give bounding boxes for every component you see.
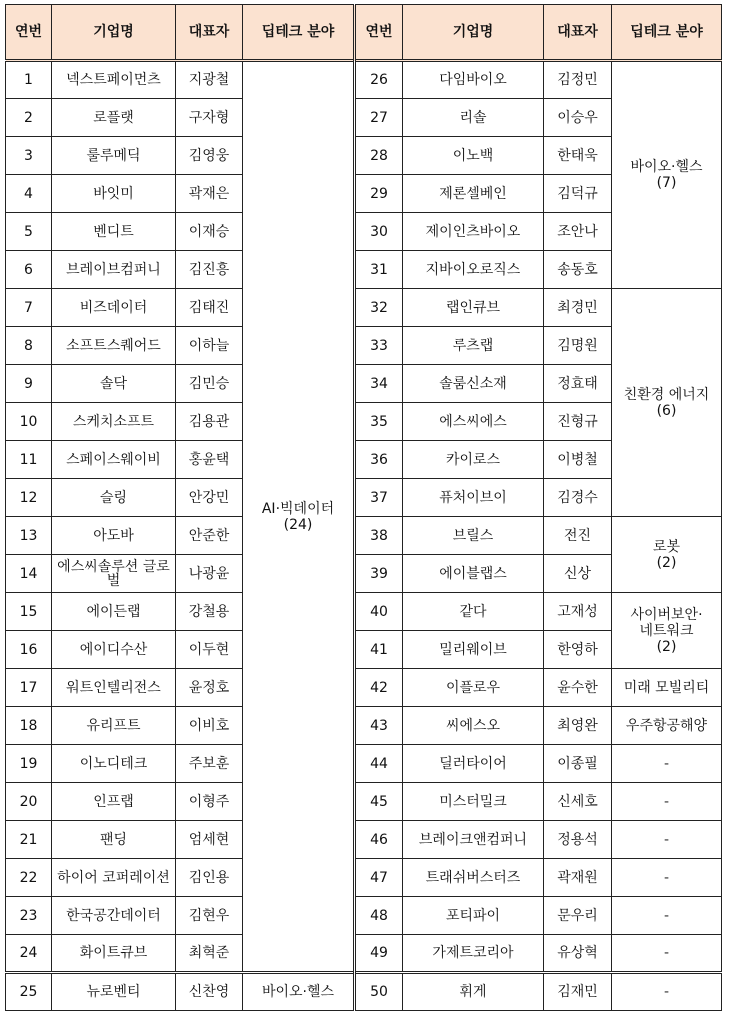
field-none: - — [612, 745, 722, 783]
row-company: 랩인큐브 — [403, 289, 544, 327]
row-no: 34 — [355, 365, 403, 403]
row-ceo: 최경민 — [544, 289, 612, 327]
row-no: 27 — [355, 99, 403, 137]
table-row — [6, 669, 722, 707]
row-company: 팬딩 — [52, 821, 176, 859]
row-company: 에스씨에스 — [403, 403, 544, 441]
row-ceo: 이형주 — [176, 783, 243, 821]
header-company-right: 기업명 — [403, 5, 544, 61]
row-ceo: 전진 — [544, 517, 612, 555]
field-none: - — [612, 935, 722, 973]
row-no: 7 — [6, 289, 52, 327]
row-ceo: 김현우 — [176, 897, 243, 935]
row-company: 퓨처이브이 — [403, 479, 544, 517]
row-ceo: 윤수한 — [544, 669, 612, 707]
row-company: 리솔 — [403, 99, 544, 137]
row-ceo: 김민승 — [176, 365, 243, 403]
row-no: 18 — [6, 707, 52, 745]
row-no: 45 — [355, 783, 403, 821]
row-no: 8 — [6, 327, 52, 365]
row-ceo: 이재승 — [176, 213, 243, 251]
row-no: 26 — [355, 61, 403, 99]
row-ceo: 엄세현 — [176, 821, 243, 859]
row-no: 11 — [6, 441, 52, 479]
row-no: 22 — [6, 859, 52, 897]
row-no: 21 — [6, 821, 52, 859]
row-ceo: 한영하 — [544, 631, 612, 669]
row-no: 14 — [6, 555, 52, 593]
field-count: (6) — [656, 402, 677, 419]
row-company: 같다 — [403, 593, 544, 631]
row-ceo: 이비호 — [176, 707, 243, 745]
row-company: 제론셀베인 — [403, 175, 544, 213]
field-label: 로봇 — [652, 538, 681, 555]
row-no: 20 — [6, 783, 52, 821]
row-ceo: 김용관 — [176, 403, 243, 441]
row-ceo: 김정민 — [544, 61, 612, 99]
field-none: - — [612, 821, 722, 859]
row-ceo: 신상 — [544, 555, 612, 593]
row-ceo: 문우리 — [544, 897, 612, 935]
row-company: 트래쉬버스터즈 — [403, 859, 544, 897]
header-field-right: 딥테크 분야 — [612, 5, 722, 61]
field-none: - — [612, 859, 722, 897]
field-label: 친환경 에너지 — [623, 386, 710, 403]
field-count: (2) — [656, 554, 677, 571]
table-row — [6, 821, 722, 859]
row-company: 밀리웨이브 — [403, 631, 544, 669]
row-no: 6 — [6, 251, 52, 289]
row-company: 카이로스 — [403, 441, 544, 479]
row-no: 28 — [355, 137, 403, 175]
row-ceo: 고재성 — [544, 593, 612, 631]
deeptech-startup-table — [5, 4, 722, 1011]
row-company: 화이트큐브 — [52, 935, 176, 973]
table-row — [6, 897, 722, 935]
row-company: 에이든랩 — [52, 593, 176, 631]
row-ceo: 이병철 — [544, 441, 612, 479]
row-no: 44 — [355, 745, 403, 783]
row-company: 다임바이오 — [403, 61, 544, 99]
row-no: 32 — [355, 289, 403, 327]
row-ceo: 구자형 — [176, 99, 243, 137]
row-ceo: 김인용 — [176, 859, 243, 897]
row-no: 38 — [355, 517, 403, 555]
row-no: 9 — [6, 365, 52, 403]
row-ceo: 조안나 — [544, 213, 612, 251]
row-no: 10 — [6, 403, 52, 441]
field-none: - — [612, 783, 722, 821]
row-no: 36 — [355, 441, 403, 479]
row-company: 이플로우 — [403, 669, 544, 707]
field-ai-bigdata — [243, 61, 355, 973]
table-row — [6, 61, 722, 99]
row-ceo: 지광철 — [176, 61, 243, 99]
field-count: (24) — [283, 516, 313, 533]
field-label: AI·빅데이터 — [261, 500, 335, 517]
row-ceo: 주보훈 — [176, 745, 243, 783]
row-company: 소프트스퀘어드 — [52, 327, 176, 365]
row-company: 비즈데이터 — [52, 289, 176, 327]
row-no: 5 — [6, 213, 52, 251]
row-no: 41 — [355, 631, 403, 669]
field-bio-health — [612, 61, 722, 289]
row-ceo: 안준한 — [176, 517, 243, 555]
row-ceo: 정효태 — [544, 365, 612, 403]
table-row — [6, 593, 722, 631]
row-ceo: 김영웅 — [176, 137, 243, 175]
row-company: 넥스트페이먼츠 — [52, 61, 176, 99]
table-row — [6, 707, 722, 745]
row-company: 유리프트 — [52, 707, 176, 745]
row-ceo: 나광윤 — [176, 555, 243, 593]
row-no: 42 — [355, 669, 403, 707]
field-bio-health-single: 바이오·헬스 — [243, 973, 355, 1011]
row-ceo: 김덕규 — [544, 175, 612, 213]
row-no: 33 — [355, 327, 403, 365]
row-ceo: 신세호 — [544, 783, 612, 821]
field-count: (2) — [656, 638, 677, 655]
row-no: 50 — [355, 973, 403, 1011]
row-ceo: 곽재원 — [544, 859, 612, 897]
row-ceo: 곽재은 — [176, 175, 243, 213]
table-row — [6, 745, 722, 783]
row-company: 하이어 코퍼레이션 — [52, 859, 176, 897]
row-company: 에스씨솔루션 글로벌 — [52, 555, 176, 593]
row-ceo: 최영완 — [544, 707, 612, 745]
row-no: 35 — [355, 403, 403, 441]
field-cyber-security — [612, 593, 722, 669]
row-ceo: 이두현 — [176, 631, 243, 669]
row-company: 씨에스오 — [403, 707, 544, 745]
row-no: 37 — [355, 479, 403, 517]
row-company: 로플랫 — [52, 99, 176, 137]
row-company: 아도바 — [52, 517, 176, 555]
row-ceo: 유상혁 — [544, 935, 612, 973]
row-no: 4 — [6, 175, 52, 213]
row-company: 벤디트 — [52, 213, 176, 251]
row-no: 2 — [6, 99, 52, 137]
row-company: 인프랩 — [52, 783, 176, 821]
row-company: 한국공간데이터 — [52, 897, 176, 935]
row-company: 가제트코리아 — [403, 935, 544, 973]
row-ceo: 최혁준 — [176, 935, 243, 973]
row-ceo: 송동호 — [544, 251, 612, 289]
row-ceo: 이승우 — [544, 99, 612, 137]
row-company: 제이인츠바이오 — [403, 213, 544, 251]
field-label: 바이오·헬스 — [630, 159, 703, 175]
row-no: 47 — [355, 859, 403, 897]
field-none: - — [612, 897, 722, 935]
row-company: 이노백 — [403, 137, 544, 175]
row-company: 솔룸신소재 — [403, 365, 544, 403]
row-ceo: 홍윤택 — [176, 441, 243, 479]
row-company: 브릴스 — [403, 517, 544, 555]
table-row — [6, 859, 722, 897]
row-company: 미스터밀크 — [403, 783, 544, 821]
row-no: 16 — [6, 631, 52, 669]
row-no: 48 — [355, 897, 403, 935]
field-eco-energy — [612, 289, 722, 517]
row-ceo: 정용석 — [544, 821, 612, 859]
row-ceo: 김태진 — [176, 289, 243, 327]
row-no: 13 — [6, 517, 52, 555]
row-company: 루츠랩 — [403, 327, 544, 365]
row-no: 3 — [6, 137, 52, 175]
row-company: 에이블랩스 — [403, 555, 544, 593]
row-company: 슬링 — [52, 479, 176, 517]
row-company: 뉴로벤티 — [52, 973, 176, 1011]
row-ceo: 김경수 — [544, 479, 612, 517]
row-company: 브레이크앤컴퍼니 — [403, 821, 544, 859]
row-company: 휘게 — [403, 973, 544, 1011]
table-row — [6, 517, 722, 555]
row-no: 19 — [6, 745, 52, 783]
row-no: 30 — [355, 213, 403, 251]
row-ceo: 신찬영 — [176, 973, 243, 1011]
row-company: 딜러타이어 — [403, 745, 544, 783]
row-no: 29 — [355, 175, 403, 213]
row-company: 에이디수산 — [52, 631, 176, 669]
field-aerospace: 우주항공해양 — [612, 707, 722, 745]
field-none: - — [612, 973, 722, 1011]
row-no: 31 — [355, 251, 403, 289]
row-ceo: 김진흥 — [176, 251, 243, 289]
table-row — [6, 783, 722, 821]
row-company: 룰루메딕 — [52, 137, 176, 175]
row-no: 46 — [355, 821, 403, 859]
row-no: 17 — [6, 669, 52, 707]
row-no: 43 — [355, 707, 403, 745]
row-no: 23 — [6, 897, 52, 935]
row-no: 40 — [355, 593, 403, 631]
header-ceo-right: 대표자 — [544, 5, 612, 61]
row-company: 워트인텔리전스 — [52, 669, 176, 707]
header-no-right: 연번 — [355, 5, 403, 61]
row-ceo: 이종필 — [544, 745, 612, 783]
row-company: 지바이오로직스 — [403, 251, 544, 289]
row-ceo: 진형규 — [544, 403, 612, 441]
row-ceo: 강철용 — [176, 593, 243, 631]
row-no: 49 — [355, 935, 403, 973]
row-ceo: 안강민 — [176, 479, 243, 517]
field-label: 사이버보안·네트워크 — [630, 606, 703, 639]
row-no: 39 — [355, 555, 403, 593]
row-company: 솔닥 — [52, 365, 176, 403]
header-company: 기업명 — [52, 5, 176, 61]
row-company: 스페이스웨이비 — [52, 441, 176, 479]
row-no: 12 — [6, 479, 52, 517]
field-robot — [612, 517, 722, 593]
row-company: 이노디테크 — [52, 745, 176, 783]
field-count: (7) — [656, 175, 677, 191]
header-no: 연번 — [6, 5, 52, 61]
row-ceo: 김재민 — [544, 973, 612, 1011]
table-row — [6, 973, 722, 1011]
row-company: 바잇미 — [52, 175, 176, 213]
row-no: 15 — [6, 593, 52, 631]
header-field: 딥테크 분야 — [243, 5, 355, 61]
row-company: 포티파이 — [403, 897, 544, 935]
table-row — [6, 289, 722, 327]
row-ceo: 윤정호 — [176, 669, 243, 707]
row-ceo: 김명원 — [544, 327, 612, 365]
row-ceo: 한태욱 — [544, 137, 612, 175]
header-ceo: 대표자 — [176, 5, 243, 61]
field-mobility: 미래 모빌리티 — [612, 669, 722, 707]
row-company: 브레이브컴퍼니 — [52, 251, 176, 289]
row-ceo: 이하늘 — [176, 327, 243, 365]
row-no: 25 — [6, 973, 52, 1011]
table-header-row — [6, 5, 722, 61]
row-no: 1 — [6, 61, 52, 99]
row-company: 스케치소프트 — [52, 403, 176, 441]
startup-table-container — [5, 4, 722, 1011]
table-row — [6, 935, 722, 973]
row-no: 24 — [6, 935, 52, 973]
